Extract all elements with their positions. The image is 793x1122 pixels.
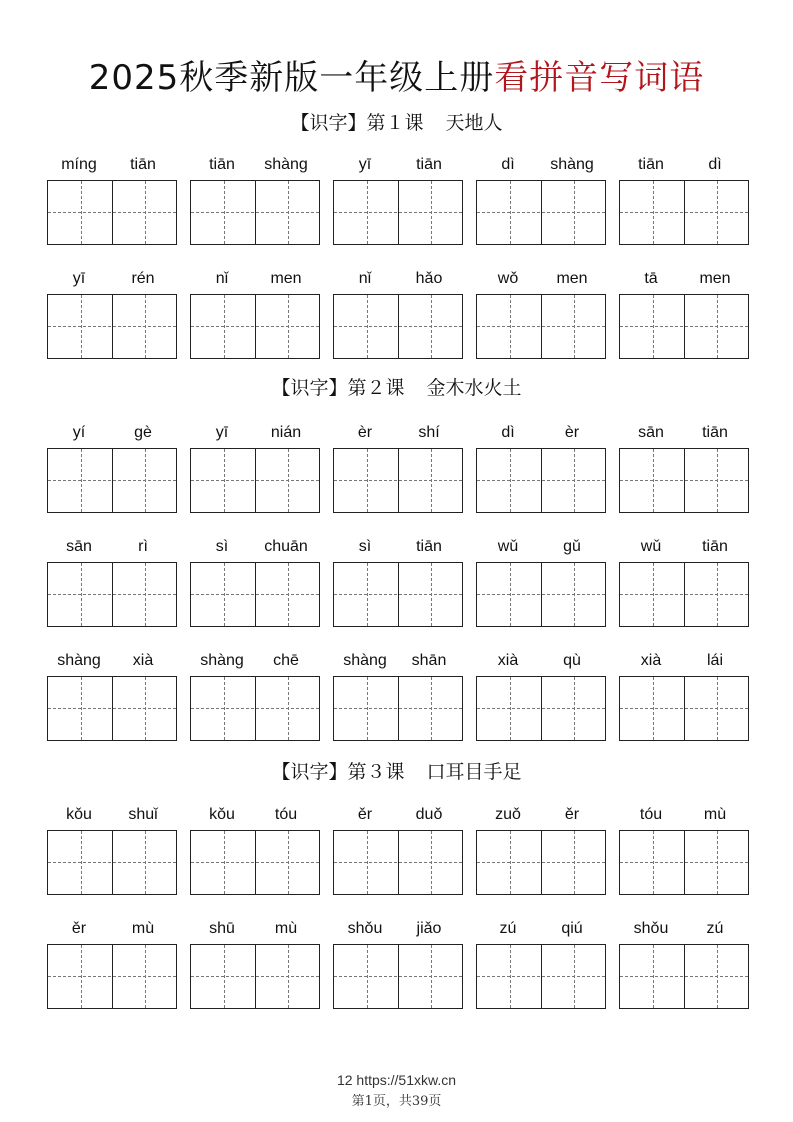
- pinyin-label: shuǐ: [128, 806, 158, 823]
- pinyin-label: men: [556, 270, 588, 287]
- grid-guide-horizontal: [620, 976, 748, 977]
- pinyin-label: xià: [640, 652, 662, 669]
- pinyin-label: yī: [72, 270, 86, 287]
- writing-grid[interactable]: [333, 448, 463, 513]
- grid-guide-horizontal: [334, 708, 462, 709]
- pinyin-label: mù: [274, 920, 298, 937]
- word-exercise: [476, 649, 606, 741]
- grid-guide-horizontal: [477, 326, 605, 327]
- page-title-main: 2025秋季新版一年级上册: [88, 58, 495, 98]
- writing-grid[interactable]: [333, 676, 463, 741]
- grid-guide-horizontal: [477, 862, 605, 863]
- word-exercise: [619, 649, 749, 741]
- lesson-label: 【识字】第３课: [271, 761, 405, 783]
- writing-grid[interactable]: [476, 562, 606, 627]
- grid-guide-horizontal: [620, 326, 748, 327]
- pinyin-label: qù: [563, 652, 581, 669]
- pinyin-label: yī: [215, 424, 229, 441]
- lesson-words: 天地人: [445, 112, 503, 134]
- writing-grid[interactable]: [619, 448, 749, 513]
- word-exercise: [190, 649, 320, 741]
- lesson-heading: [0, 757, 793, 784]
- word-exercise: [476, 535, 606, 627]
- pinyin-label: èr: [357, 424, 373, 441]
- exercise-row: [0, 267, 793, 367]
- word-exercise: [476, 153, 606, 245]
- word-exercise: [476, 803, 606, 895]
- writing-grid[interactable]: [190, 448, 320, 513]
- writing-grid[interactable]: [476, 830, 606, 895]
- grid-guide-horizontal: [48, 326, 176, 327]
- grid-guide-horizontal: [191, 594, 319, 595]
- writing-grid[interactable]: [333, 830, 463, 895]
- page-title-accent: 看拼音写词语: [494, 58, 705, 98]
- exercise-row: [0, 917, 793, 1017]
- writing-grid[interactable]: [476, 676, 606, 741]
- writing-grid[interactable]: [476, 180, 606, 245]
- word-exercise: [190, 803, 320, 895]
- pinyin-label: tā: [644, 270, 658, 287]
- writing-grid[interactable]: [333, 944, 463, 1009]
- pinyin-label: tiān: [416, 538, 442, 555]
- grid-guide-horizontal: [334, 326, 462, 327]
- grid-guide-horizontal: [334, 862, 462, 863]
- writing-grid[interactable]: [333, 180, 463, 245]
- pinyin-label: tiān: [416, 156, 442, 173]
- pinyin-label: jiǎo: [416, 920, 442, 937]
- pinyin-label: men: [699, 270, 731, 287]
- word-exercise: [190, 267, 320, 359]
- writing-grid[interactable]: [619, 294, 749, 359]
- writing-grid[interactable]: [619, 180, 749, 245]
- writing-grid[interactable]: [47, 562, 177, 627]
- word-exercise: [333, 803, 463, 895]
- writing-grid[interactable]: [619, 676, 749, 741]
- word-exercise: [47, 649, 177, 741]
- pinyin-label: zú: [499, 920, 517, 937]
- pinyin-label: zú: [706, 920, 724, 937]
- pinyin-label: yí: [72, 424, 86, 441]
- pinyin-label: kǒu: [209, 806, 235, 823]
- pinyin-label: shàng: [200, 652, 244, 669]
- pinyin-label: tóu: [639, 806, 663, 823]
- word-exercise: [619, 153, 749, 245]
- pinyin-label: kǒu: [66, 806, 92, 823]
- word-exercise: [190, 917, 320, 1009]
- grid-guide-horizontal: [334, 480, 462, 481]
- lesson-words: 口耳目手足: [426, 761, 522, 783]
- grid-guide-horizontal: [334, 212, 462, 213]
- word-exercise: [476, 917, 606, 1009]
- pinyin-label: dì: [501, 424, 515, 441]
- grid-guide-horizontal: [620, 480, 748, 481]
- writing-grid[interactable]: [190, 830, 320, 895]
- pinyin-label: lái: [706, 652, 723, 669]
- pinyin-label: míng: [61, 156, 97, 173]
- pinyin-label: ěr: [71, 920, 87, 937]
- pinyin-label: shǒu: [347, 920, 383, 937]
- grid-guide-horizontal: [48, 594, 176, 595]
- writing-grid[interactable]: [47, 944, 177, 1009]
- pinyin-label: xià: [132, 652, 154, 669]
- word-exercise: [476, 421, 606, 513]
- pinyin-label: zuǒ: [495, 806, 521, 823]
- writing-grid[interactable]: [476, 294, 606, 359]
- pinyin-label: nǐ: [215, 270, 229, 287]
- pinyin-label: dì: [708, 156, 722, 173]
- pinyin-label: sì: [215, 538, 229, 555]
- word-exercise: [47, 917, 177, 1009]
- word-exercise: [619, 421, 749, 513]
- grid-guide-horizontal: [191, 862, 319, 863]
- writing-grid[interactable]: [333, 294, 463, 359]
- pinyin-label: xià: [497, 652, 519, 669]
- pinyin-label: wǒ: [497, 270, 519, 287]
- word-exercise: [333, 535, 463, 627]
- pinyin-label: mù: [703, 806, 727, 823]
- lesson-heading: [0, 108, 793, 135]
- writing-grid[interactable]: [47, 448, 177, 513]
- pinyin-label: nián: [270, 424, 302, 441]
- writing-grid[interactable]: [47, 830, 177, 895]
- word-exercise: [190, 535, 320, 627]
- word-exercise: [47, 267, 177, 359]
- pinyin-label: men: [270, 270, 302, 287]
- writing-grid[interactable]: [47, 294, 177, 359]
- grid-guide-horizontal: [191, 212, 319, 213]
- pinyin-label: sì: [358, 538, 372, 555]
- grid-guide-horizontal: [334, 594, 462, 595]
- pinyin-label: rén: [131, 270, 155, 287]
- word-exercise: [619, 267, 749, 359]
- grid-guide-horizontal: [48, 212, 176, 213]
- page-title: [0, 50, 793, 99]
- grid-guide-horizontal: [191, 326, 319, 327]
- pinyin-label: shàng: [550, 156, 594, 173]
- lesson-heading: [0, 373, 793, 400]
- word-exercise: [333, 267, 463, 359]
- pinyin-label: hǎo: [415, 270, 443, 287]
- writing-grid[interactable]: [190, 294, 320, 359]
- writing-grid[interactable]: [190, 562, 320, 627]
- exercise-row: [0, 535, 793, 635]
- pinyin-label: shàng: [343, 652, 387, 669]
- pinyin-label: qiú: [561, 920, 583, 937]
- writing-grid[interactable]: [333, 562, 463, 627]
- grid-guide-horizontal: [620, 594, 748, 595]
- pinyin-label: wǔ: [497, 538, 519, 555]
- grid-guide-horizontal: [191, 976, 319, 977]
- pinyin-label: shàng: [264, 156, 308, 173]
- word-exercise: [333, 153, 463, 245]
- grid-guide-horizontal: [191, 480, 319, 481]
- pinyin-label: nǐ: [358, 270, 372, 287]
- grid-guide-horizontal: [477, 212, 605, 213]
- writing-grid[interactable]: [476, 448, 606, 513]
- grid-guide-horizontal: [48, 976, 176, 977]
- pinyin-label: èr: [564, 424, 580, 441]
- footer-url: 12 https://51xkw.cn: [336, 1072, 457, 1088]
- writing-grid[interactable]: [190, 180, 320, 245]
- writing-grid[interactable]: [47, 676, 177, 741]
- writing-grid[interactable]: [190, 676, 320, 741]
- pinyin-label: shū: [209, 920, 235, 937]
- pinyin-label: tiān: [702, 424, 728, 441]
- pinyin-label: tiān: [702, 538, 728, 555]
- word-exercise: [47, 535, 177, 627]
- pinyin-label: wǔ: [640, 538, 662, 555]
- word-exercise: [619, 803, 749, 895]
- grid-guide-horizontal: [477, 594, 605, 595]
- grid-guide-horizontal: [334, 976, 462, 977]
- lesson-label: 【识字】第１课: [290, 112, 424, 134]
- pinyin-label: sān: [66, 538, 92, 555]
- grid-guide-horizontal: [48, 862, 176, 863]
- writing-grid[interactable]: [619, 830, 749, 895]
- word-exercise: [333, 917, 463, 1009]
- word-exercise: [619, 917, 749, 1009]
- lesson-label: 【识字】第２课: [271, 377, 405, 399]
- grid-guide-horizontal: [620, 212, 748, 213]
- grid-guide-horizontal: [477, 480, 605, 481]
- writing-grid[interactable]: [476, 944, 606, 1009]
- exercise-row: [0, 803, 793, 903]
- pinyin-label: mù: [131, 920, 155, 937]
- grid-guide-horizontal: [191, 708, 319, 709]
- pinyin-label: duǒ: [415, 806, 443, 823]
- pinyin-label: tiān: [130, 156, 156, 173]
- pinyin-label: dì: [501, 156, 515, 173]
- pinyin-label: rì: [138, 538, 148, 555]
- grid-guide-horizontal: [477, 708, 605, 709]
- pinyin-label: gè: [134, 424, 152, 441]
- word-exercise: [190, 421, 320, 513]
- pinyin-label: tóu: [274, 806, 298, 823]
- pinyin-label: shǒu: [633, 920, 669, 937]
- word-exercise: [47, 421, 177, 513]
- pinyin-label: gǔ: [563, 538, 581, 555]
- grid-guide-horizontal: [620, 708, 748, 709]
- grid-guide-horizontal: [477, 976, 605, 977]
- word-exercise: [47, 803, 177, 895]
- pinyin-label: chuān: [264, 538, 308, 555]
- pinyin-label: ěr: [357, 806, 373, 823]
- grid-guide-horizontal: [620, 862, 748, 863]
- pinyin-label: tiān: [209, 156, 235, 173]
- writing-grid[interactable]: [619, 944, 749, 1009]
- word-exercise: [619, 535, 749, 627]
- pinyin-label: ěr: [564, 806, 580, 823]
- pinyin-label: shān: [411, 652, 447, 669]
- pinyin-label: chē: [273, 652, 299, 669]
- word-exercise: [476, 267, 606, 359]
- exercise-row: [0, 649, 793, 749]
- word-exercise: [47, 153, 177, 245]
- lesson-words: 金木水火土: [426, 377, 522, 399]
- word-exercise: [333, 421, 463, 513]
- exercise-row: [0, 421, 793, 521]
- pinyin-label: yī: [358, 156, 372, 173]
- exercise-row: [0, 153, 793, 253]
- pinyin-label: tiān: [638, 156, 664, 173]
- grid-guide-horizontal: [48, 708, 176, 709]
- grid-guide-horizontal: [48, 480, 176, 481]
- pinyin-label: sān: [638, 424, 664, 441]
- pinyin-label: shí: [418, 424, 440, 441]
- footer-page-number: 第1页，共39页: [351, 1094, 442, 1109]
- writing-grid[interactable]: [190, 944, 320, 1009]
- writing-grid[interactable]: [619, 562, 749, 627]
- pinyin-label: shàng: [57, 652, 101, 669]
- word-exercise: [333, 649, 463, 741]
- writing-grid[interactable]: [47, 180, 177, 245]
- word-exercise: [190, 153, 320, 245]
